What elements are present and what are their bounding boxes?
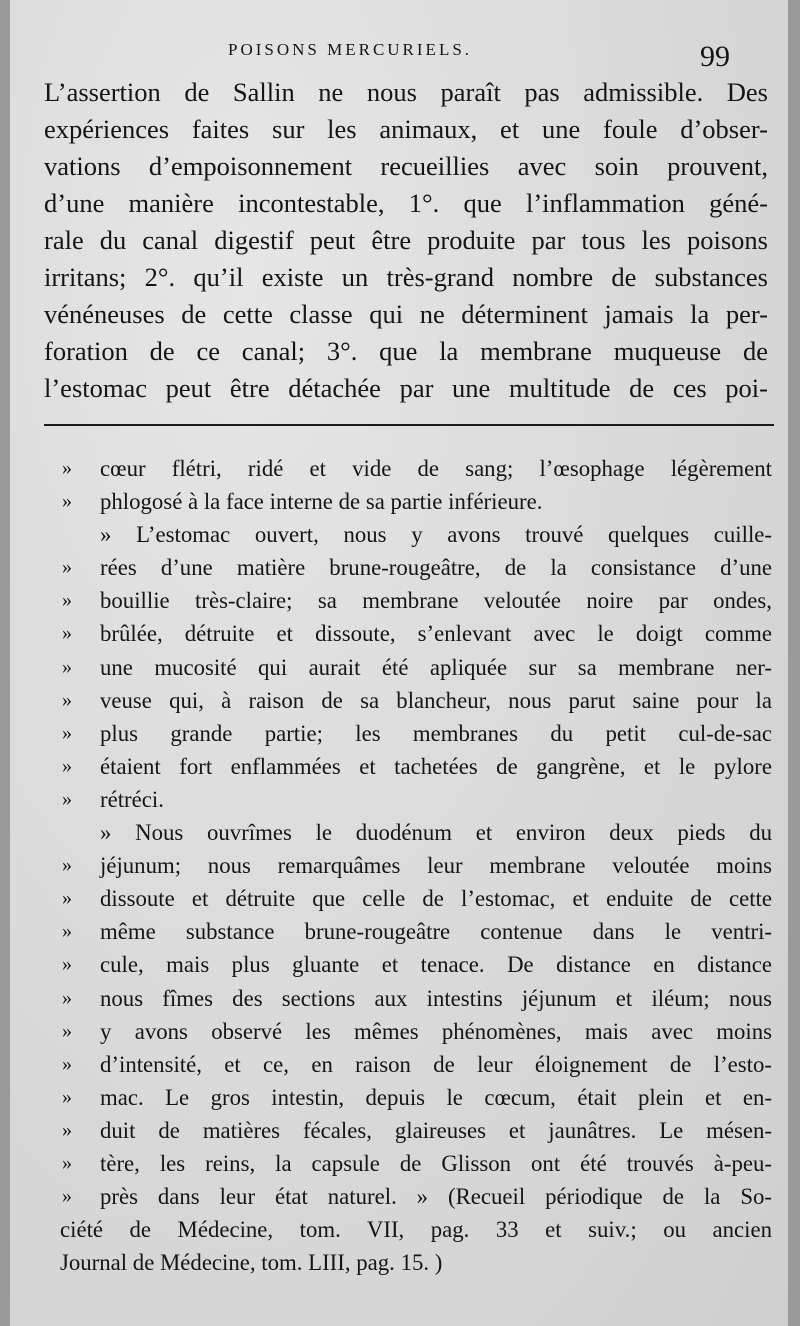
footnote-line-text: jéjunum; nous remarquâmes leur membrane veloutée moins xyxy=(100,853,772,879)
main-text-line: L’assertion de Sallin ne nous paraît pas admissible. Des xyxy=(44,77,768,107)
footnote-line-text: duit de matières fécales, glaireuses et jaunâtres. Le mésen- xyxy=(100,1117,772,1143)
running-title: POISONS MERCURIELS. xyxy=(228,40,473,59)
footnote-line-text: rétréci. xyxy=(100,786,164,812)
footnote-line xyxy=(60,452,772,485)
book-page xyxy=(10,0,788,1326)
guillemet-margin-mark: » xyxy=(62,787,72,810)
guillemet-margin-mark: » xyxy=(62,688,72,711)
footnote-line xyxy=(60,915,772,948)
guillemet-margin-mark: » xyxy=(62,986,72,1009)
guillemet-margin-mark: » xyxy=(62,1151,72,1174)
guillemet-margin-mark: » xyxy=(62,589,72,612)
footnote-line xyxy=(60,816,772,849)
footnote-line-text: même substance brune-rougeâtre contenue dans le ventri- xyxy=(100,919,772,945)
footnote-line xyxy=(60,651,772,684)
main-text-line: irritans; 2°. qu’il existe un très-grand nombre de substances xyxy=(44,262,768,292)
footnote-line xyxy=(60,518,772,551)
main-text-line: l’estomac peut être détachée par une multitude de ces poi- xyxy=(44,373,768,403)
guillemet-margin-mark: » xyxy=(62,1085,72,1108)
footnote-line xyxy=(60,551,772,584)
footnote-line xyxy=(60,485,772,518)
footnote-line-text: une mucosité qui aurait été apliquée sur sa membrane ner- xyxy=(100,654,772,680)
footnote-line xyxy=(60,684,772,717)
footnote-line xyxy=(60,1015,772,1048)
footnote-line xyxy=(60,1246,772,1279)
footnote-line xyxy=(60,1081,772,1114)
guillemet-margin-mark: » xyxy=(62,1052,72,1075)
guillemet-margin-mark: » xyxy=(62,1019,72,1042)
main-text-line: rale du canal digestif peut être produite par tous les poisons xyxy=(44,225,768,255)
main-text-line: vénéneuses de cette classe qui ne déterminent jamais la per- xyxy=(44,299,768,329)
footnote-line-text: cœur flétri, ridé et vide de sang; l’œsophage légèrement xyxy=(100,456,772,481)
footnote-line xyxy=(60,882,772,915)
footnote-separator-rule xyxy=(44,424,774,426)
main-text-line: vations d’empoisonnement recueillies avec soin prouvent, xyxy=(44,151,768,181)
footnote-line xyxy=(60,1213,772,1246)
guillemet-margin-mark: » xyxy=(62,622,72,645)
guillemet-margin-mark: » xyxy=(62,920,72,943)
guillemet-margin-mark: » xyxy=(62,1118,72,1141)
footnote-line xyxy=(60,717,772,750)
footnote-line-text: » Nous ouvrîmes le duodénum et environ deux pieds du xyxy=(100,820,772,846)
guillemet-margin-mark: » xyxy=(62,490,72,513)
main-text-line: d’une manière incontestable, 1°. que l’inflammation géné- xyxy=(44,188,768,218)
footnote-line xyxy=(60,1048,772,1081)
guillemet-margin-mark: » xyxy=(62,754,72,777)
footnote-line-text: » L’estomac ouvert, nous y avons trouvé quelques cuille- xyxy=(100,522,772,548)
footnote-line xyxy=(60,1114,772,1147)
guillemet-margin-mark: » xyxy=(62,1185,72,1208)
footnote-line-text: près dans leur état naturel. » (Recueil périodique de la So- xyxy=(100,1184,772,1210)
footnote-line-text: cule, mais plus gluante et tenace. De distance en distance xyxy=(100,952,772,978)
guillemet-margin-mark: » xyxy=(62,953,72,976)
footnote-line xyxy=(60,1147,772,1180)
footnote-line-text: bouillie très-claire; sa membrane veloutée noire par ondes, xyxy=(100,588,772,614)
guillemet-margin-mark: » xyxy=(62,655,72,678)
main-text xyxy=(44,74,768,407)
footnote-line-text: dissoute et détruite que celle de l’estomac, et enduite de cette xyxy=(100,886,772,912)
main-text-line: foration de ce canal; 3°. que la membrane muqueuse de xyxy=(44,336,768,366)
page-number: 99 xyxy=(700,40,730,73)
footnote-line-text: brûlée, détruite et dissoute, s’enlevant avec le doigt comme xyxy=(100,621,772,647)
footnote-line-text: ciété de Médecine, tom. VII, pag. 33 et suiv.; ou ancien xyxy=(60,1217,772,1243)
footnote-line-text: nous fîmes des sections aux intestins jéjunum et iléum; nous xyxy=(100,985,772,1011)
footnote-line-text: d’intensité, et ce, en raison de leur éloignement de l’esto- xyxy=(100,1051,772,1077)
main-text-line: expériences faites sur les animaux, et une foule d’obser- xyxy=(44,114,768,144)
footnote-line-text: tère, les reins, la capsule de Glisson ont été trouvés à-peu- xyxy=(100,1150,772,1176)
footnote-line-text: veuse qui, à raison de sa blancheur, nous parut saine pour la xyxy=(100,687,772,713)
footnote-line xyxy=(60,750,772,783)
footnote-line xyxy=(60,849,772,882)
footnote-line xyxy=(60,584,772,617)
guillemet-margin-mark: » xyxy=(62,556,72,579)
guillemet-margin-mark: » xyxy=(62,721,72,744)
footnote-line-text: phlogosé à la face interne de sa partie inférieure. xyxy=(100,489,543,515)
footnote-line xyxy=(60,948,772,981)
footnote-line-text: y avons observé les mêmes phénomènes, mais avec moins xyxy=(100,1018,772,1044)
page-header xyxy=(10,34,788,74)
footnote-line-text: étaient fort enflammées et tachetées de gangrène, et le pylore xyxy=(100,753,772,779)
footnote-line xyxy=(60,1180,772,1213)
footnote-text xyxy=(60,452,772,1279)
guillemet-margin-mark: » xyxy=(62,854,72,877)
guillemet-margin-mark: » xyxy=(62,887,72,910)
footnote-line-text: Journal de Médecine, tom. LIII, pag. 15. ) xyxy=(60,1250,443,1276)
footnote-line xyxy=(60,617,772,650)
footnote-line-text: mac. Le gros intestin, depuis le cœcum, était plein et en- xyxy=(100,1084,772,1110)
guillemet-margin-mark: » xyxy=(62,457,72,479)
footnote-line xyxy=(60,982,772,1015)
footnote-line-text: rées d’une matière brune-rougeâtre, de la consistance d’une xyxy=(100,555,772,581)
footnote-line xyxy=(60,783,772,816)
footnote-line-text: plus grande partie; les membranes du petit cul-de-sac xyxy=(100,720,772,746)
